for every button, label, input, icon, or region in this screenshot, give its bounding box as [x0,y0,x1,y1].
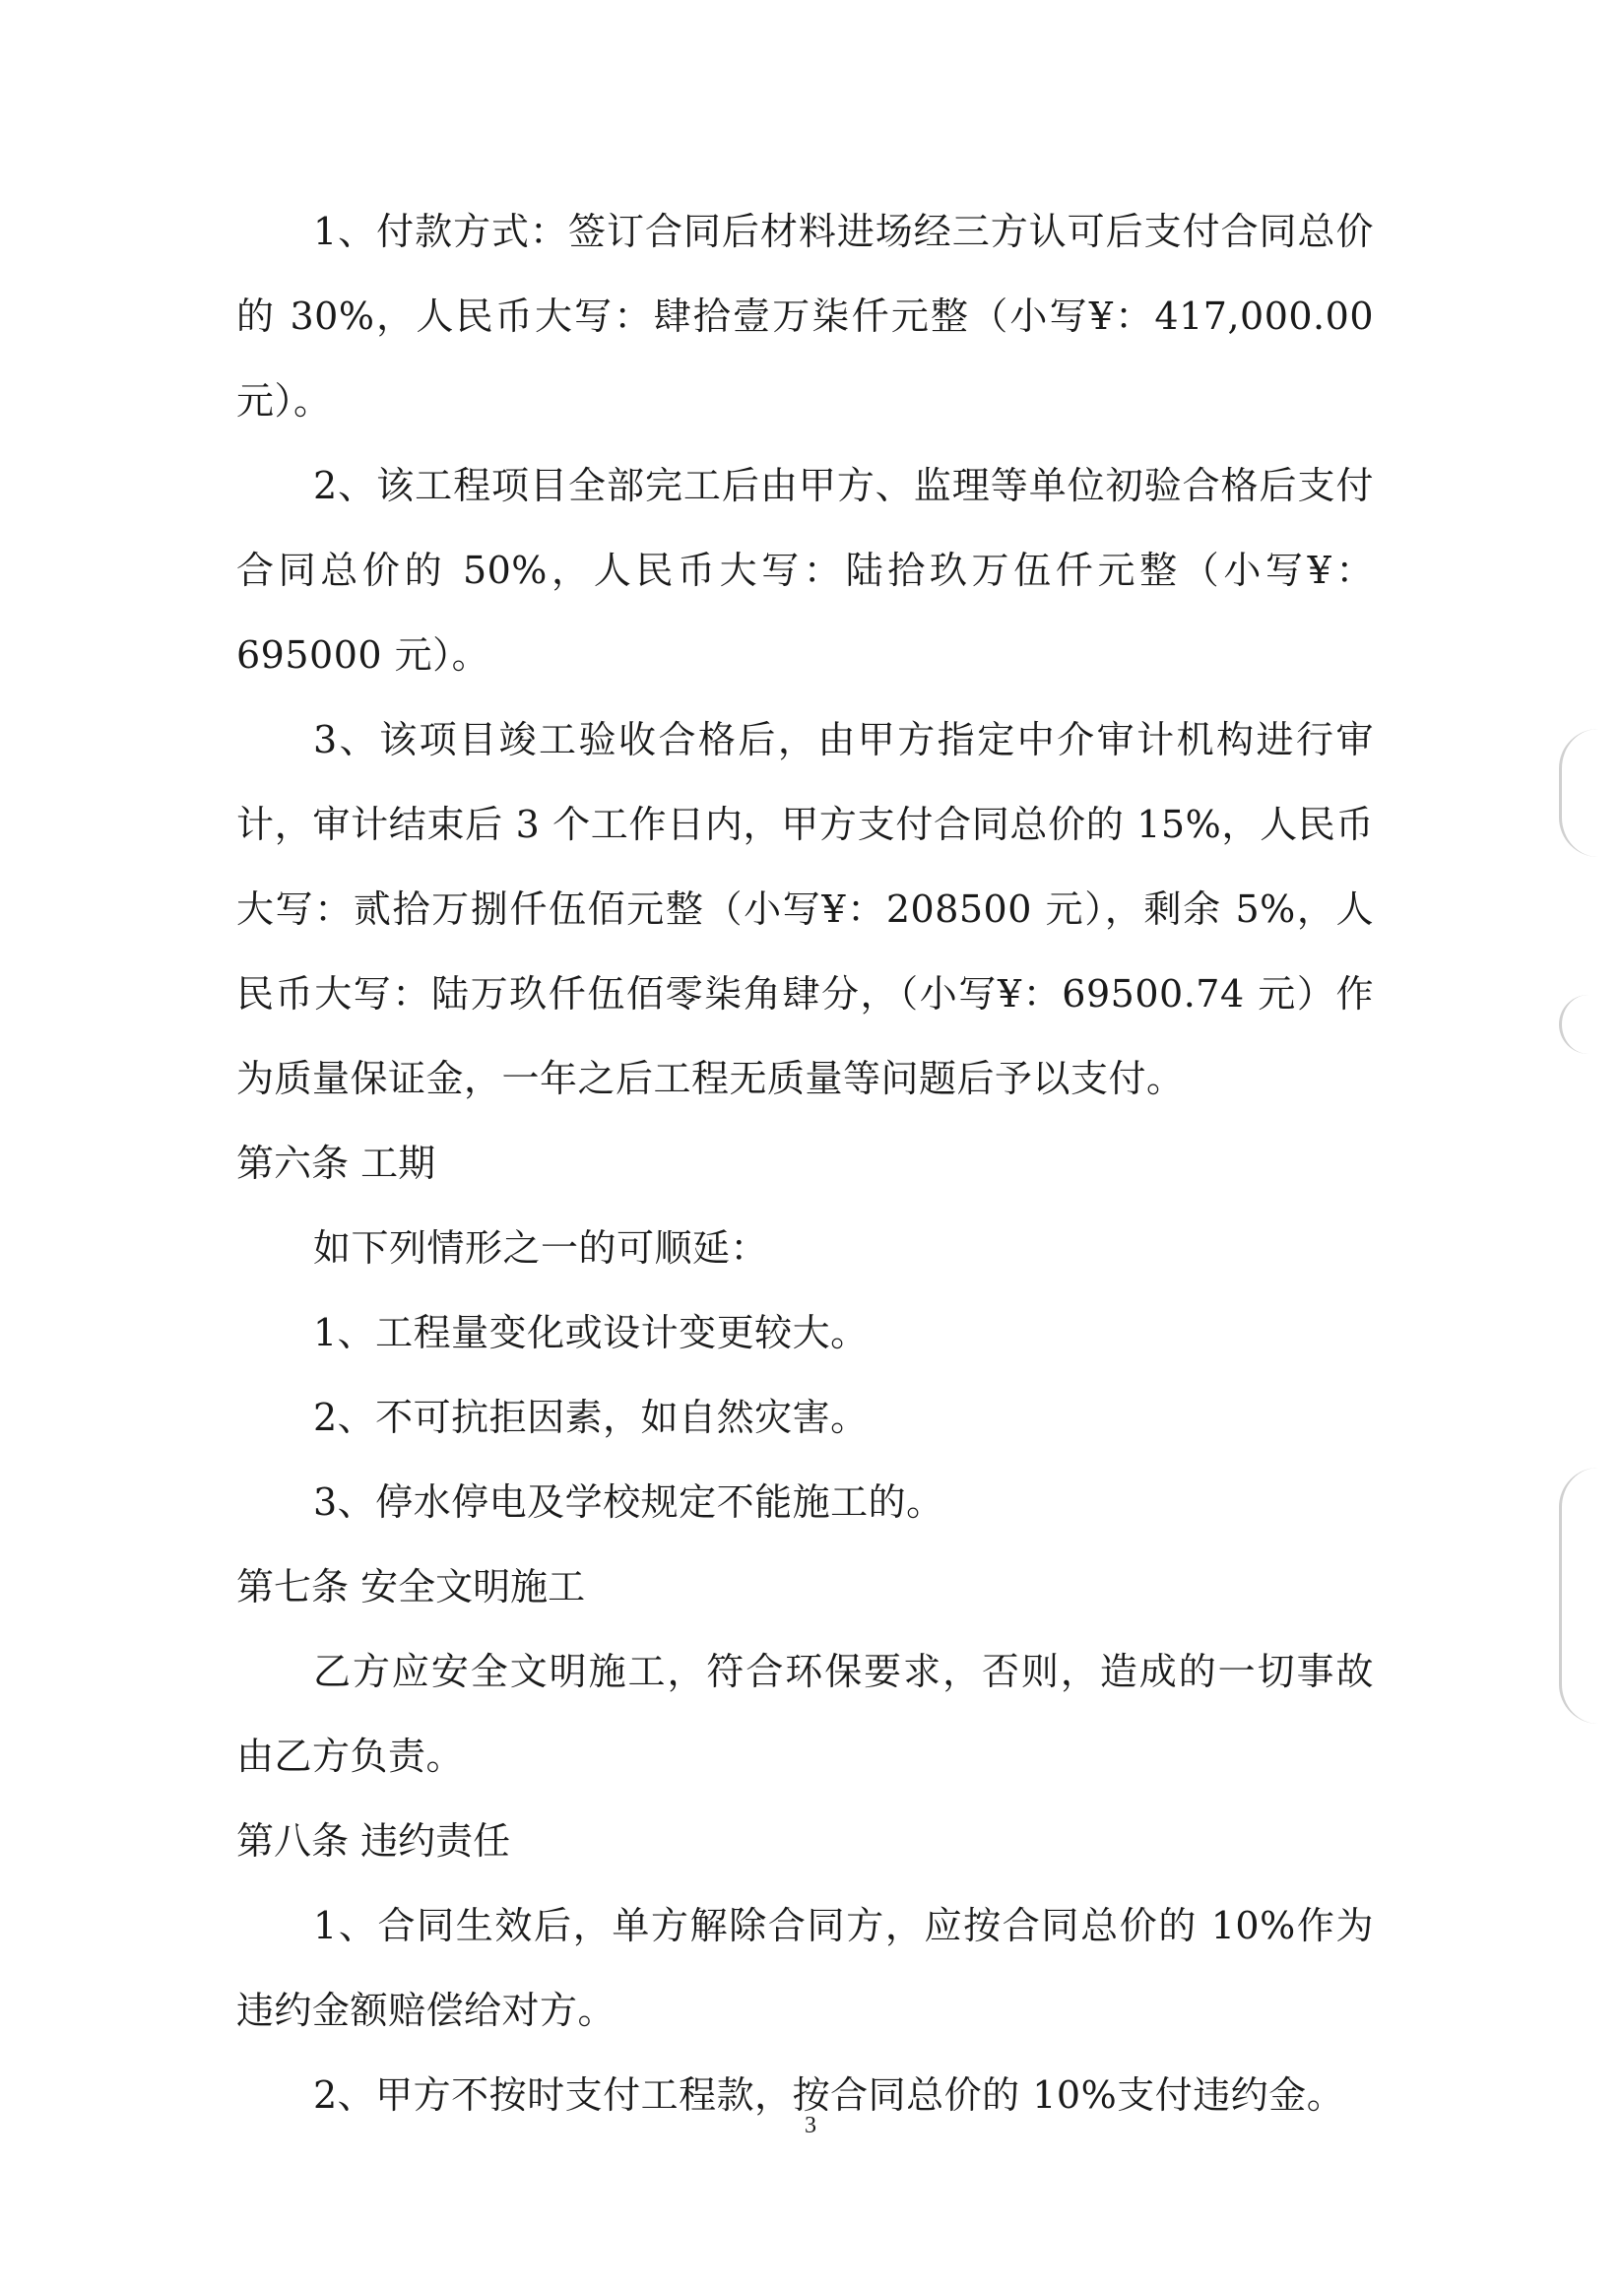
page-number: 3 [805,2113,816,2138]
article-6-item-3: 3、停水停电及学校规定不能施工的。 [313,1480,944,1524]
article-6-heading: 第六条 工期 [236,1142,436,1185]
article-8-item-1: 1、合同生效后，单方解除合同方，应按合同总价的 10%作为违约金额赔偿给对方。 [236,1904,1374,2032]
article-8-item-2: 2、甲方不按时支付工程款，按合同总价的 10%支付违约金。 [313,2073,1345,2117]
payment-clause-2: 2、该工程项目全部完工后由甲方、监理等单位初验合格后支付合同总价的 50%，人民币大写：陆拾玖万伍仟元整（小写¥：695000 元）。 [236,464,1374,677]
payment-clause-1: 1、付款方式：签订合同后材料进场经三方认可后支付合同总价的 30%，人民币大写：肆拾壹万柒仟元整（小写¥：417,000.00 元）。 [236,210,1374,423]
article-6-item-1: 1、工程量变化或设计变更较大。 [313,1311,869,1354]
document-body [236,189,1374,2137]
payment-clause-3: 3、该项目竣工验收合格后，由甲方指定中介审计机构进行审计，审计结束后 3 个工作日内，甲方支付合同总价的 15%，人民币大写：贰拾万捌仟伍佰元整（小写¥：208500 元），剩余 5%，人民币大写：陆万玖仟伍佰零柒角肆分，（小写¥：69500.74 元）作为质量保证金，一年之后工程无质量等问题后予以支付。 [236,718,1374,1100]
article-7-text: 乙方应安全文明施工，符合环保要求，否则，造成的一切事故由乙方负责。 [236,1650,1374,1778]
seal-fragment-bottom [1559,1468,1621,1724]
seal-fragment-top [1559,729,1621,857]
article-6-item-2: 2、不可抗拒因素，如自然灾害。 [313,1396,869,1439]
article-8-heading: 第八条 违约责任 [236,1819,511,1863]
article-6-intro: 如下列情形之一的可顺延： [313,1226,769,1270]
article-7-heading: 第七条 安全文明施工 [236,1565,586,1608]
seal-fragment-middle [1559,995,1621,1054]
